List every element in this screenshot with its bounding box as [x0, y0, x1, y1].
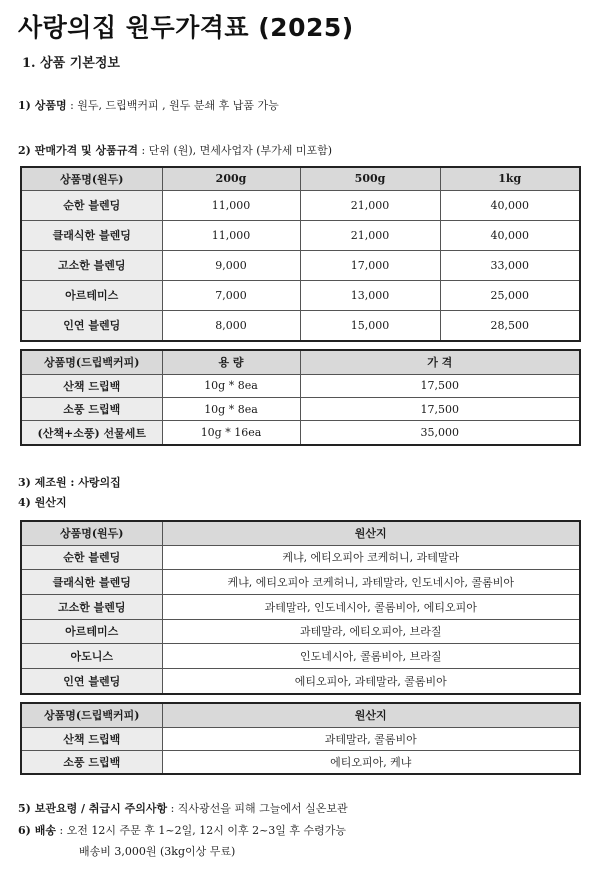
price-cell: 11,000	[162, 220, 300, 250]
product-name-cell: 산책 드립백	[21, 727, 162, 750]
product-name-cell: 아도니스	[21, 644, 162, 669]
dripbag-header-name: 상품명(드립백커피)	[21, 350, 162, 374]
product-name-cell: 순한 블렌딩	[21, 190, 162, 220]
origin-heading-text: 4) 원산지	[18, 496, 67, 509]
origin-header-name: 상품명(원두)	[21, 521, 162, 545]
origin-cell: 케냐, 에티오피아 코케허니, 과테말라, 인도네시아, 콜롬비아	[162, 570, 580, 595]
dripbag-table-header	[21, 350, 580, 374]
dripbag-table	[20, 349, 581, 446]
table-row	[21, 619, 580, 644]
table-row	[21, 644, 580, 669]
product-name-cell: 아르테미스	[21, 619, 162, 644]
price-cell: 40,000	[440, 190, 580, 220]
manufacturer-text: 3) 제조원 : 사랑의집	[18, 476, 121, 489]
product-name-cell: 소풍 드립백	[21, 750, 162, 774]
origin-table	[20, 520, 581, 695]
origin-cell: 에티오피아, 과테말라, 콜롬비아	[162, 669, 580, 694]
price-header-1kg: 1kg	[440, 167, 580, 190]
product-name-line	[18, 97, 279, 113]
price-cell: 21,000	[300, 220, 440, 250]
table-row	[21, 310, 580, 341]
price-table	[20, 166, 581, 342]
price-spec-text: : 단위 (원), 면세사업자 (부가세 미포함)	[137, 144, 333, 157]
product-name-label: 1) 상품명	[18, 99, 67, 112]
product-name-text: : 원두, 드립백커피 , 원두 분쇄 후 납품 가능	[66, 99, 279, 112]
price-table-header	[21, 167, 580, 190]
price-cell: 7,000	[162, 280, 300, 310]
price-spec-line	[18, 142, 332, 158]
product-name-cell: 산책 드립백	[21, 374, 162, 397]
origin-drip-header-origin: 원산지	[162, 703, 580, 727]
table-row	[21, 750, 580, 774]
delivery-label: 6) 배송	[18, 824, 56, 837]
product-name-cell: (산책+소풍) 선물세트	[21, 421, 162, 445]
table-row	[21, 280, 580, 310]
price-cell: 9,000	[162, 250, 300, 280]
origin-drip-table	[20, 702, 581, 775]
storage-text: : 직사광선을 피해 그늘에서 실온보관	[167, 802, 348, 815]
section-heading-basic-info: 1. 상품 기본정보	[22, 56, 120, 71]
product-name-cell: 소풍 드립백	[21, 397, 162, 420]
price-spec-label: 2) 판매가격 및 상품규격	[18, 144, 138, 157]
volume-cell: 10g * 8ea	[162, 397, 300, 420]
page-title: 사랑의집 원두가격표 (2025)	[18, 13, 354, 42]
product-name-cell: 고소한 블렌딩	[21, 594, 162, 619]
price-header-200g: 200g	[162, 167, 300, 190]
origin-drip-header-name: 상품명(드립백커피)	[21, 703, 162, 727]
origin-heading	[18, 494, 67, 510]
origin-cell: 에티오피아, 케냐	[162, 750, 580, 774]
dripbag-header-volume: 용 량	[162, 350, 300, 374]
price-cell: 11,000	[162, 190, 300, 220]
price-cell: 21,000	[300, 190, 440, 220]
product-name-cell: 인연 블렌딩	[21, 310, 162, 341]
volume-cell: 10g * 8ea	[162, 374, 300, 397]
price-cell: 28,500	[440, 310, 580, 341]
price-header-500g: 500g	[300, 167, 440, 190]
table-row	[21, 545, 580, 570]
origin-cell: 케냐, 에티오피아 코케허니, 과테말라	[162, 545, 580, 570]
price-cell: 40,000	[440, 220, 580, 250]
manufacturer-line	[18, 474, 121, 490]
volume-cell: 10g * 16ea	[162, 421, 300, 445]
price-cell: 13,000	[300, 280, 440, 310]
table-row	[21, 397, 580, 420]
origin-cell: 과테말라, 인도네시아, 콜롬비아, 에티오피아	[162, 594, 580, 619]
delivery-fee-note: 배송비 3,000원 (3kg이상 무료)	[79, 845, 236, 858]
delivery-line	[18, 822, 346, 838]
product-name-cell: 순한 블렌딩	[21, 545, 162, 570]
price-cell: 33,000	[440, 250, 580, 280]
table-row	[21, 421, 580, 445]
price-cell: 17,500	[300, 374, 580, 397]
price-cell: 25,000	[440, 280, 580, 310]
price-cell: 35,000	[300, 421, 580, 445]
origin-header-origin: 원산지	[162, 521, 580, 545]
table-row	[21, 570, 580, 595]
table-row	[21, 220, 580, 250]
origin-table-header	[21, 521, 580, 545]
origin-cell: 과테말라, 에티오피아, 브라질	[162, 619, 580, 644]
origin-cell: 인도네시아, 콜롬비아, 브라질	[162, 644, 580, 669]
product-name-cell: 클래식한 블렌딩	[21, 570, 162, 595]
table-row	[21, 250, 580, 280]
table-row	[21, 669, 580, 694]
product-name-cell: 인연 블렌딩	[21, 669, 162, 694]
table-row	[21, 190, 580, 220]
table-row	[21, 594, 580, 619]
product-name-cell: 아르테미스	[21, 280, 162, 310]
price-cell: 17,500	[300, 397, 580, 420]
origin-cell: 과테말라, 콜롬비아	[162, 727, 580, 750]
origin-drip-table-header	[21, 703, 580, 727]
price-cell: 15,000	[300, 310, 440, 341]
storage-label: 5) 보관요령 / 취급시 주의사항	[18, 802, 168, 815]
table-row	[21, 727, 580, 750]
delivery-text: : 오전 12시 주문 후 1~2일, 12시 이후 2~3일 후 수령가능	[55, 824, 347, 837]
product-name-cell: 클래식한 블렌딩	[21, 220, 162, 250]
dripbag-header-price: 가 격	[300, 350, 580, 374]
storage-line	[18, 800, 348, 816]
table-row	[21, 374, 580, 397]
price-header-name: 상품명(원두)	[21, 167, 162, 190]
price-cell: 17,000	[300, 250, 440, 280]
product-name-cell: 고소한 블렌딩	[21, 250, 162, 280]
price-cell: 8,000	[162, 310, 300, 341]
